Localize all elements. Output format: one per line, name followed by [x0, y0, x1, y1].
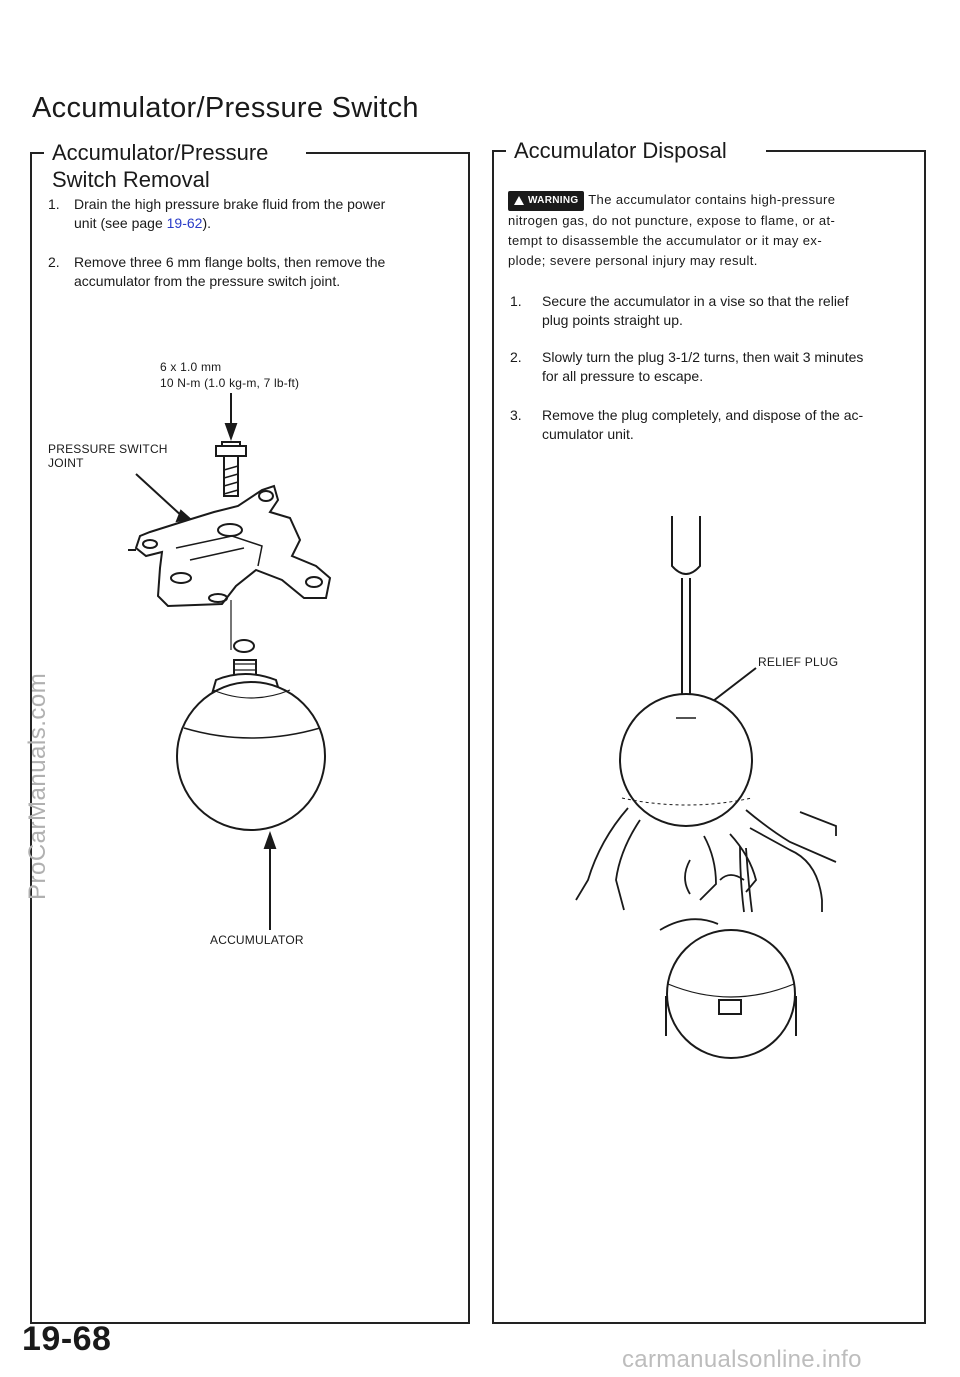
step-text: for all pressure to escape. — [542, 368, 704, 384]
step-number: 2. — [510, 349, 522, 365]
warning-badge-label: WARNING — [528, 194, 579, 206]
relief-plug-label: RELIEF PLUG — [758, 655, 839, 669]
step-text: cumulator unit. — [542, 426, 634, 442]
step-text: Remove the plug completely, and dispose of the ac- — [542, 407, 864, 423]
step-text: Drain the high pressure brake fluid from the power — [74, 196, 386, 212]
step-text: unit (see page — [74, 215, 167, 231]
bolt-spec-line1: 6 x 1.0 mm — [160, 360, 222, 374]
step-number: 2. — [48, 254, 60, 270]
left-section-title-line1: Accumulator/Pressure — [52, 140, 269, 165]
warning-text: tempt to disassemble the accumulator or it may ex- — [508, 232, 823, 248]
step-text: accumulator from the pressure switch joint. — [74, 273, 341, 289]
warning-text: The accumulator contains high-pressure — [588, 192, 836, 207]
step-number: 1. — [48, 196, 60, 212]
joint-label-line1: PRESSURE SWITCH — [48, 442, 168, 456]
footer-site-text: carmanualsonline.info — [622, 1346, 862, 1373]
step-text: Remove three 6 mm flange bolts, then remove the — [74, 254, 386, 270]
lower-accumulator-sphere-icon — [666, 930, 796, 1058]
step-text: Secure the accumulator in a vise so that the relief — [542, 293, 849, 309]
joint-label-line2: JOINT — [48, 456, 84, 470]
right-section-title: Accumulator Disposal — [514, 138, 733, 163]
page-reference-link[interactable]: 19-62 — [166, 215, 203, 231]
accumulator-label: ACCUMULATOR — [210, 933, 304, 947]
watermark-text: ProCarManuals.com — [24, 672, 51, 900]
accumulator-in-vise-icon — [620, 694, 752, 826]
step-number: 3. — [510, 407, 522, 423]
left-section-title-line2: Switch Removal — [52, 167, 210, 192]
page-title: Accumulator/Pressure Switch — [32, 92, 419, 124]
step-text: ). — [202, 215, 211, 231]
step-text: Slowly turn the plug 3-1/2 turns, then wait 3 minutes — [542, 349, 864, 365]
vise-icon — [576, 808, 836, 930]
warning-text: nitrogen gas, do not puncture, expose to flame, or at- — [508, 212, 836, 228]
screwdriver-icon — [672, 516, 700, 716]
page-number: 19-68 — [22, 1320, 112, 1358]
step-text: plug points straight up. — [542, 312, 683, 328]
bolt-spec-line2: 10 N-m (1.0 kg-m, 7 lb-ft) — [160, 376, 300, 390]
warning-text: plode; severe personal injury may result. — [508, 252, 758, 268]
step-number: 1. — [510, 293, 522, 309]
